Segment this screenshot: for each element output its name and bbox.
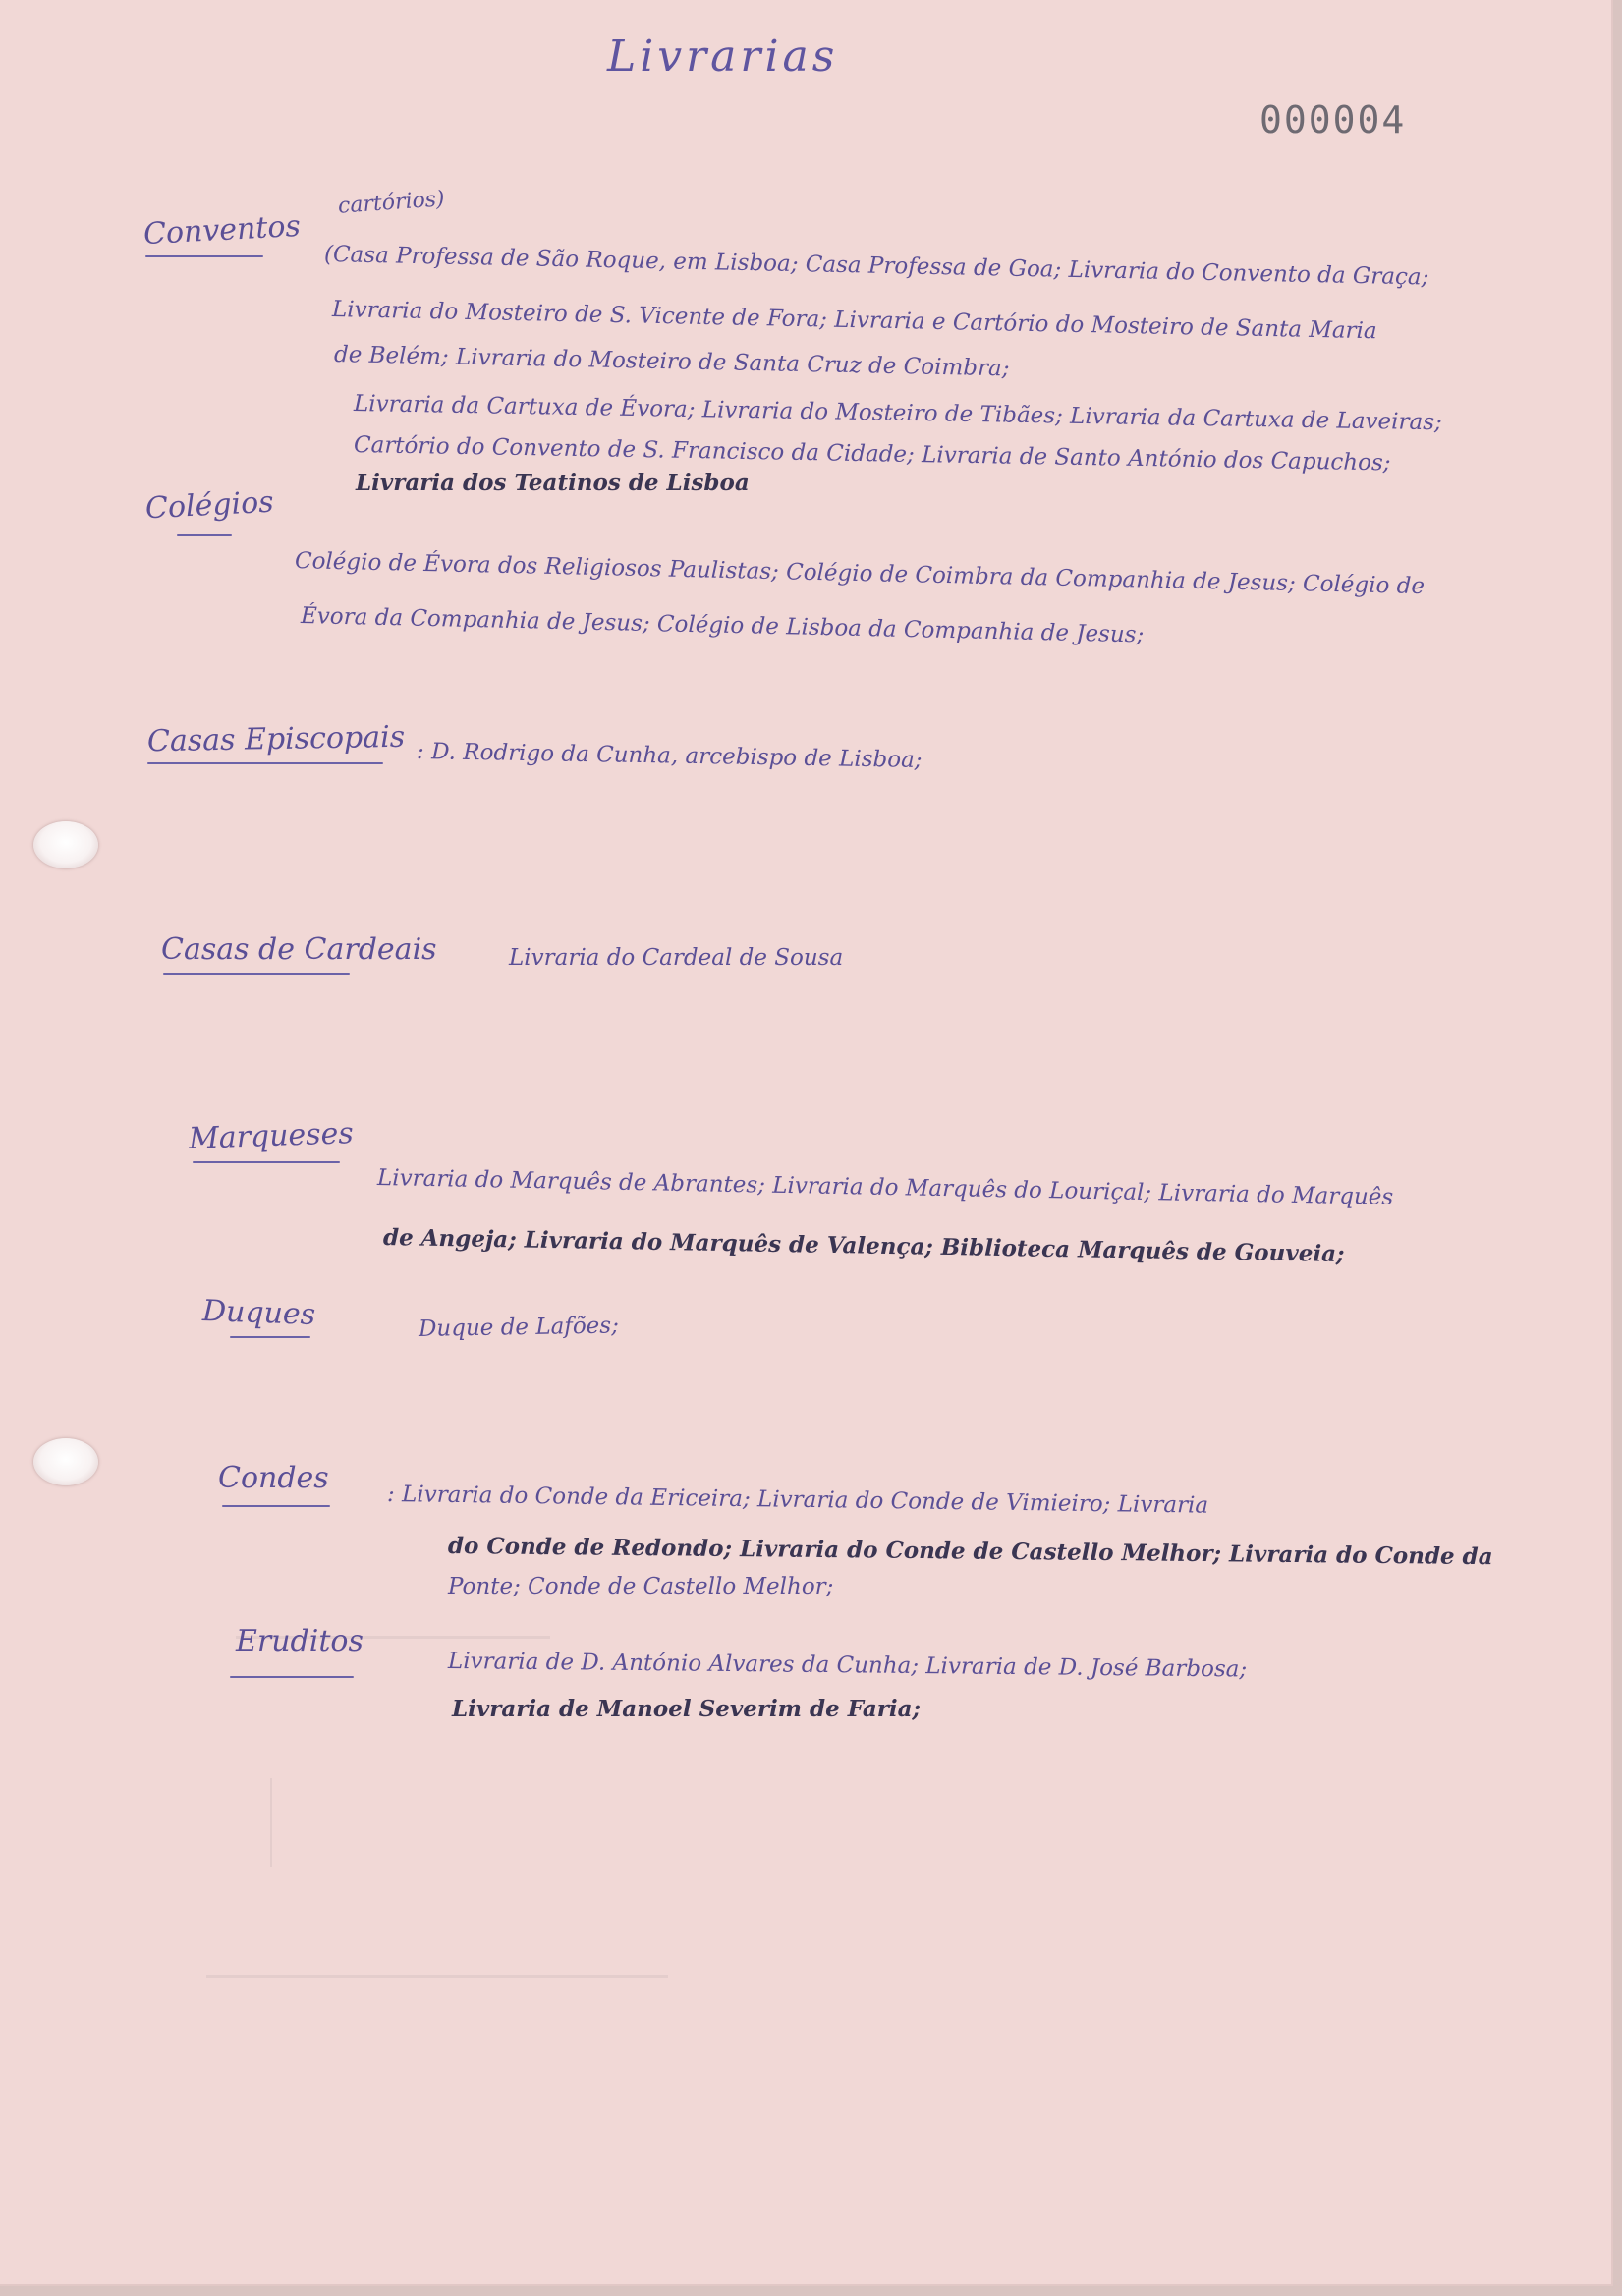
category-underline (177, 534, 232, 536)
duques-line-1: Duque de Lafões; (418, 1313, 620, 1342)
category-label-conventos: Conventos (142, 208, 302, 252)
category-label-eruditos: Eruditos (236, 1624, 364, 1658)
conventos-line-1: (Casa Professa de São Roque, em Lisboa; Casa Professa de Goa; Livraria do Convento da Graça; (323, 242, 1429, 291)
category-underline (145, 255, 263, 257)
category-label-casas-cardeais: Casas de Cardeais (161, 932, 437, 967)
category-underline (147, 762, 383, 764)
conventos-line-6: Livraria dos Teatinos de Lisboa (356, 470, 750, 496)
condes-line-2: do Conde de Redondo; Livraria do Conde de Castello Melhor; Livraria do Conde da (447, 1533, 1493, 1571)
page-title: Livrarias (607, 31, 839, 82)
show-through-rule (206, 1975, 668, 1978)
category-label-casas-episcopais: Casas Episcopais (146, 719, 406, 759)
eruditos-line-2: Livraria de Manoel Severim de Faria; (452, 1696, 921, 1722)
category-underline (163, 973, 350, 975)
category-underline (222, 1505, 330, 1507)
eruditos-line-1: Livraria de D. António Alvares da Cunha; Livraria de D. José Barbosa; (447, 1649, 1248, 1683)
category-label-duques: Duques (201, 1294, 316, 1332)
category-underline (230, 1336, 310, 1338)
punch-hole-bottom (33, 1438, 98, 1485)
category-label-condes: Condes (218, 1461, 329, 1495)
show-through-rule (270, 1778, 272, 1867)
category-underline (193, 1161, 340, 1163)
document-number: 000004 (1259, 98, 1407, 141)
conventos-line-4: Livraria da Cartuxa de Évora; Livraria do Mosteiro de Tibães; Livraria da Cartuxa de Laveiras; (353, 391, 1442, 436)
colegios-line-1: Colégio de Évora dos Religiosos Paulistas; Colégio de Coimbra da Companhia de Jesus; Colégio de (294, 548, 1426, 600)
conventos-line-5: Cartório do Convento de S. Francisco da Cidade; Livraria de Santo António dos Capuchos; (353, 432, 1391, 476)
casas-cardeais-line-1: Livraria do Cardeal de Sousa (509, 945, 844, 971)
conventos-line-2: Livraria do Mosteiro de S. Vicente de Fora; Livraria e Cartório do Mosteiro de Santa Maria (331, 297, 1377, 345)
colegios-line-2: Évora da Companhia de Jesus; Colégio de Lisboa da Companhia de Jesus; (300, 603, 1145, 648)
conventos-note: cartórios) (337, 187, 446, 219)
category-underline (230, 1676, 354, 1678)
punch-hole-top (33, 821, 98, 868)
conventos-line-3: de Belém; Livraria do Mosteiro de Santa Cruz de Coimbra; (333, 342, 1010, 382)
category-label-marqueses: Marqueses (188, 1116, 355, 1156)
marqueses-line-2: de Angeja; Livraria do Marquês de Valença; Biblioteca Marquês de Gouveia; (382, 1224, 1345, 1268)
casas-episcopais-line-1: : D. Rodrigo da Cunha, arcebispo de Lisboa; (416, 739, 923, 773)
condes-line-1: : Livraria do Conde da Ericeira; Livraria do Conde de Vimieiro; Livraria (386, 1482, 1209, 1519)
category-label-colegios: Colégios (144, 484, 275, 527)
marqueses-line-1: Livraria do Marquês de Abrantes; Livraria do Marquês do Louriçal; Livraria do Marquês (376, 1165, 1394, 1210)
condes-line-3: Ponte; Conde de Castello Melhor; (448, 1574, 834, 1599)
